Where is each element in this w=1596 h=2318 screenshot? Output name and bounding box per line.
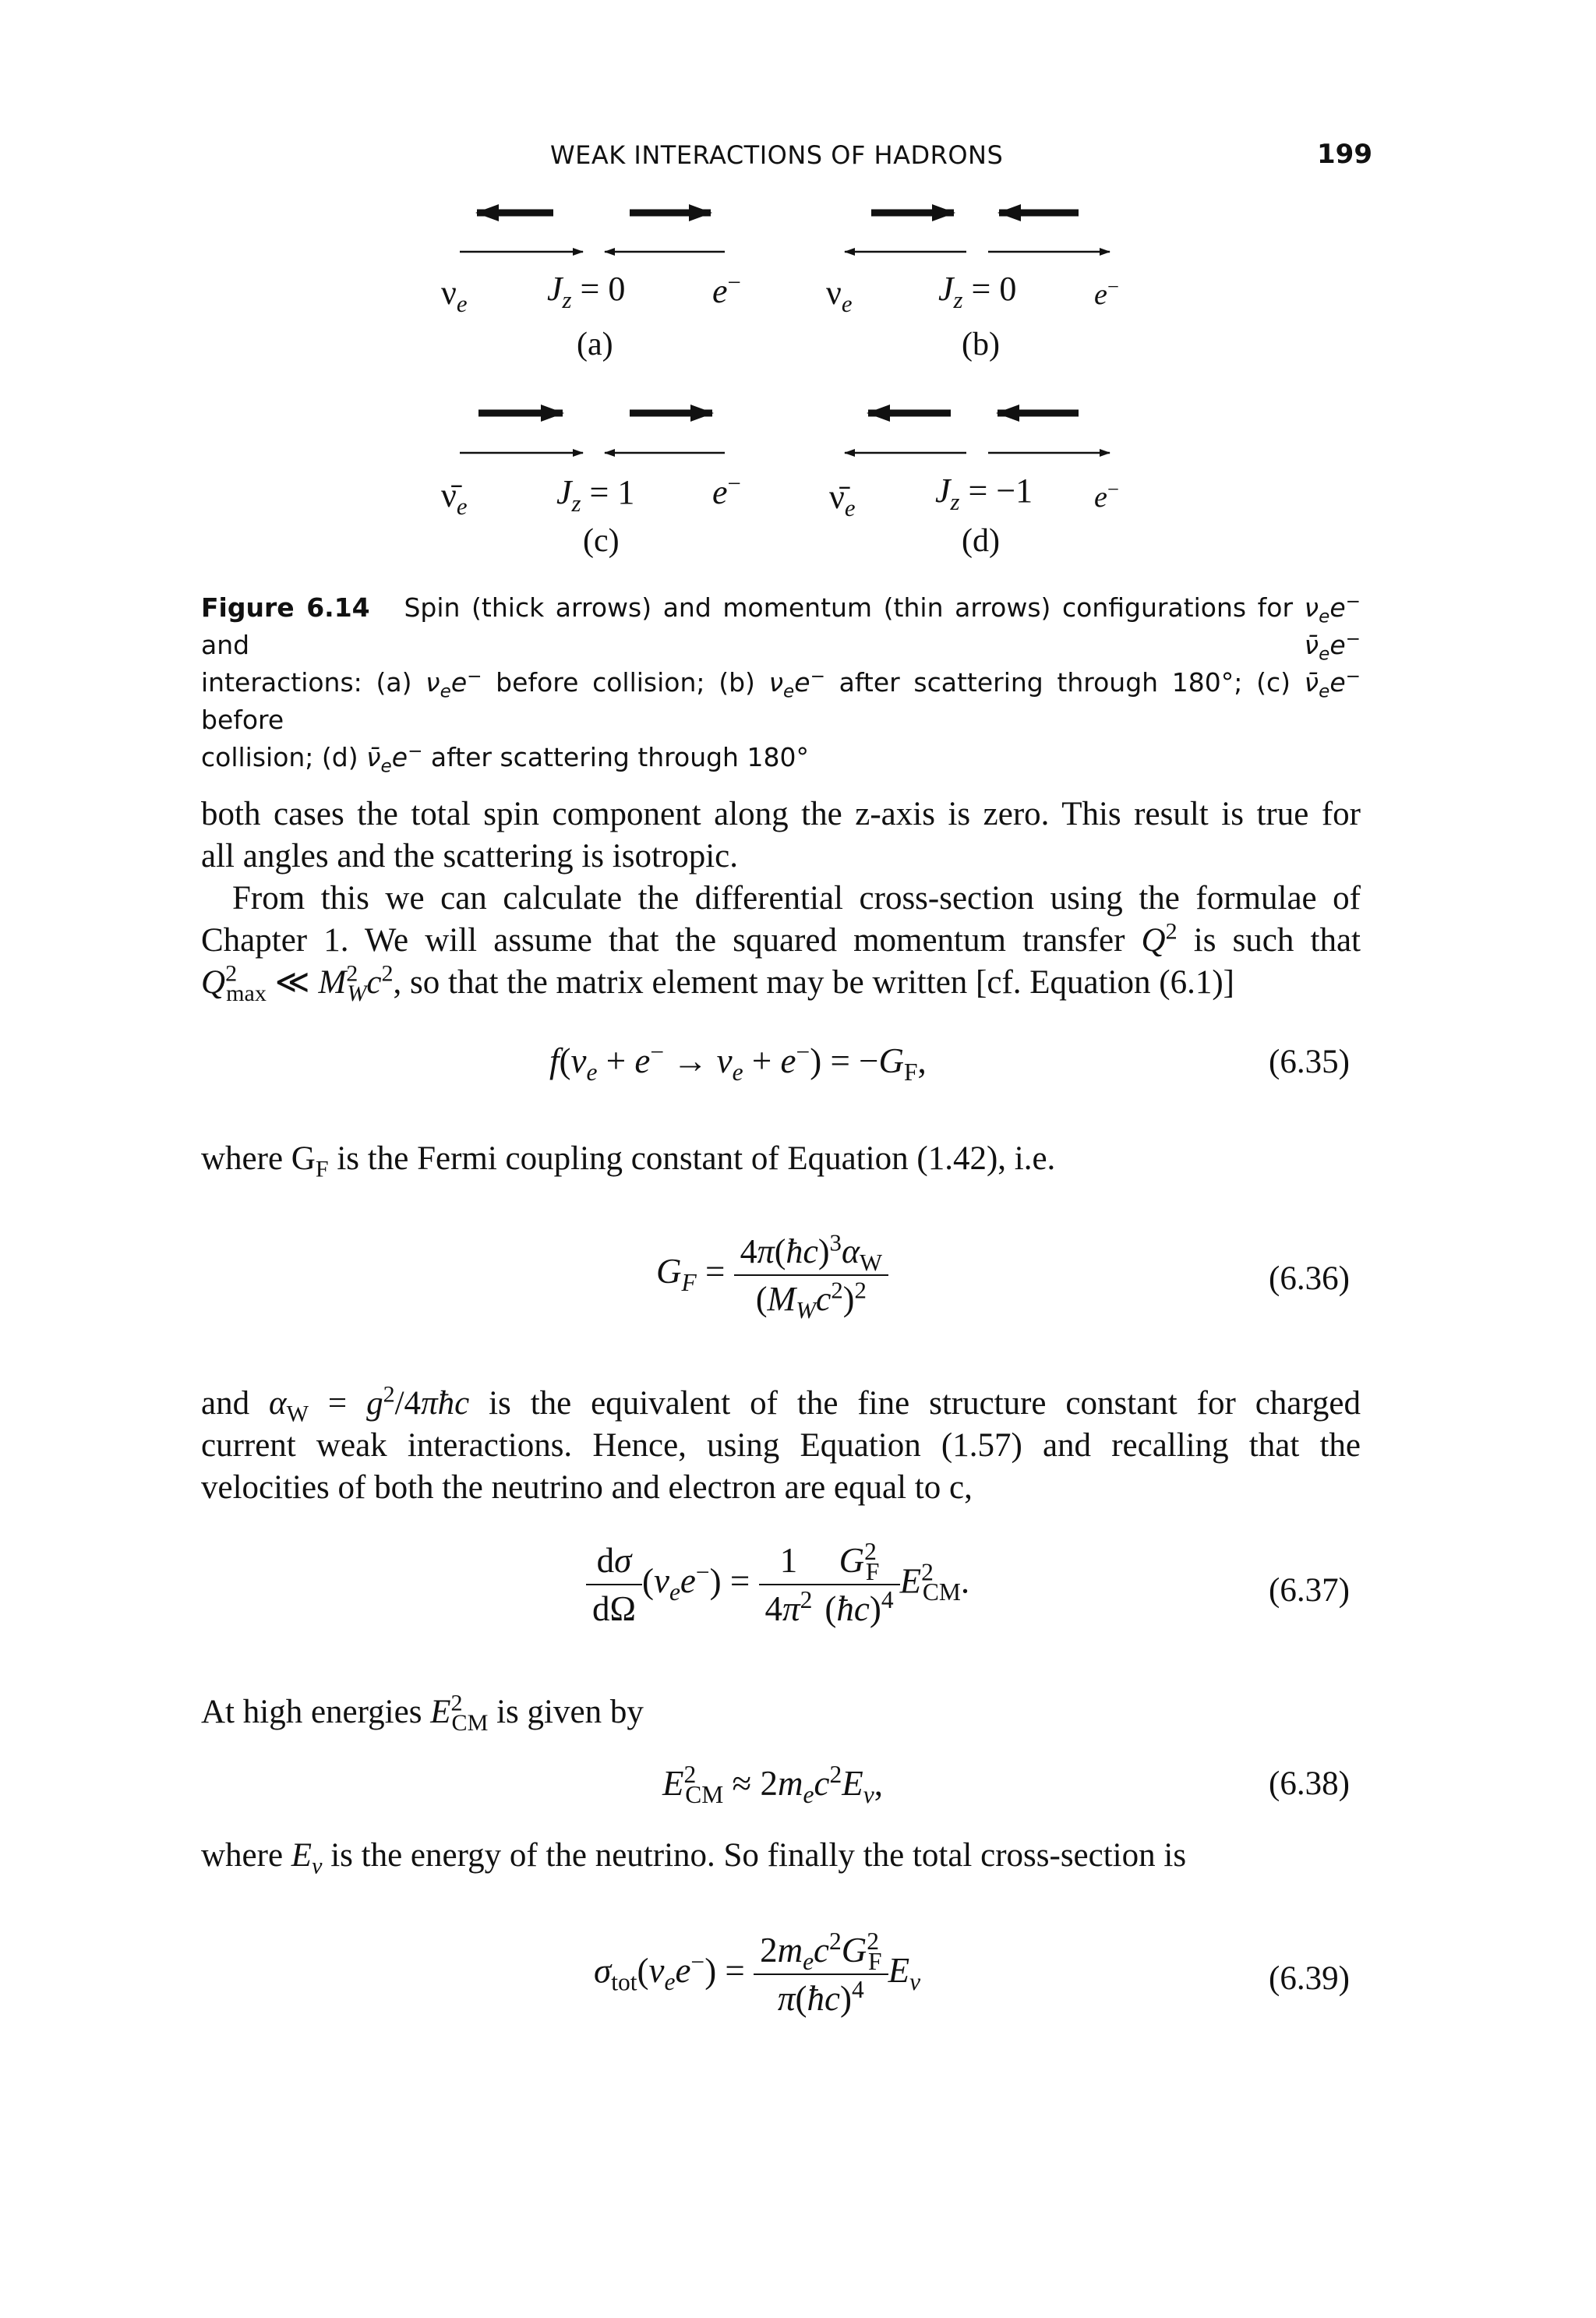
paragraph-1: both cases the total spin component along the z-axis is zero. This result is true for all angles and the scattering is isotropic.	[201, 796, 1361, 875]
paragraph-4: and $\alpha_W$ = $g^2/4\pi ħc$ is the equivalent of the fine structure constant for charged current weak interactions. Hence, using Equation (1.57) and recalling that the velocities of both the neutrino and electron are equal to c,	[201, 1380, 1361, 1506]
paragraph-2: From this we can calculate the differential cross-section using the formulae of Chapter 1. We will assume that the squared momentum transfer $Q^2$ is such that $Q^2_{max}$ ≪ $M^2_Wc^2$, so that the matrix element may be written [cf. Equation (6.1)]	[201, 880, 1361, 1006]
panel-b-label: (b)	[962, 327, 1000, 362]
equation-6-38: $E^2_{CM} \approx 2m_ec^2E_\nu$,	[662, 1761, 883, 1808]
paragraph-5: At high energies $E^2_{CM}$ is given by	[201, 1689, 644, 1736]
equation-number: (6.37)	[1269, 1572, 1350, 1609]
equation-6-39: $\sigma_{tot}(\nu_ee^-)$ = $\frac{2m_ec^2G^2_F}{\pi(ħc)^4}$ $E_\nu$	[594, 1928, 921, 2018]
panel-d-label: (d)	[962, 523, 1000, 559]
equation-number: (6.39)	[1269, 1960, 1350, 1997]
paragraph-3: where $G_F$ is the Fermi coupling constant of Equation (1.42), i.e.	[201, 1140, 1056, 1182]
equation-number: (6.36)	[1269, 1260, 1350, 1297]
panel-b-right-particle: e−	[1094, 274, 1119, 311]
figure-caption: Figure 6.14 Spin (thick arrows) and momentum (thin arrows) configurations for $\nu_ee^-$ and $\nū_ee^-$ interactions: (a) $\nu_ee^-$ before collision; (b) $\nu_ee^-$ after scattering through 180°; (c) $\nū_ee^-$ before collision; (d) $\nū_ee^-$ after scattering through 180°	[201, 592, 1361, 777]
panel-a-label: (a)	[577, 327, 613, 362]
panel-c-label: (c)	[583, 523, 620, 559]
equation-6-37: $\frac{d\sigma}{d\Omega}$ $(\nu_ee^-)$ = $\frac{1}{4\pi^2}$ $\frac{G^2_F}{(ħc)^4}$ $E^2_{CM}$.	[586, 1540, 969, 1629]
panel-b-jz: $J_z = 0$	[938, 270, 1017, 313]
spin-momentum-figure	[0, 0, 1596, 592]
panel-d-right-particle: e−	[1094, 477, 1119, 514]
panel-c-right-particle: e−	[712, 470, 741, 511]
page-number: 199	[1317, 139, 1372, 170]
panel-a-jz: $J_z = 0$	[547, 270, 626, 313]
panel-c-jz: $J_z = 1$	[556, 473, 635, 517]
panel-d-left-particle: $\nū_e$	[829, 478, 856, 521]
equation-number: (6.35)	[1269, 1044, 1350, 1080]
panel-a-right-particle: e−	[712, 269, 741, 310]
running-title: WEAK INTERACTIONS OF HADRONS	[550, 140, 1004, 170]
panel-a-left-particle: $\nu_e$	[441, 274, 468, 317]
paragraph-6: where $E_\nu$ is the energy of the neutrino. So finally the total cross-section is	[201, 1837, 1187, 1879]
equation-6-36: $G_F$ = $\frac{4\pi(ħc)^3\alpha_W}{(M_Wc^2)^2}$	[656, 1231, 888, 1319]
equation-number: (6.38)	[1269, 1765, 1350, 1802]
panel-d-jz: $J_z = -1$	[935, 472, 1033, 515]
caption-label: Figure 6.14	[201, 592, 370, 623]
panel-c-left-particle: $\nū_e$	[441, 476, 468, 520]
panel-b-left-particle: $\nu_e$	[826, 274, 853, 317]
equation-6-35: $f(\nu_e + e^- \to \nu_e + e^-) = -G_F$,	[549, 1038, 927, 1086]
